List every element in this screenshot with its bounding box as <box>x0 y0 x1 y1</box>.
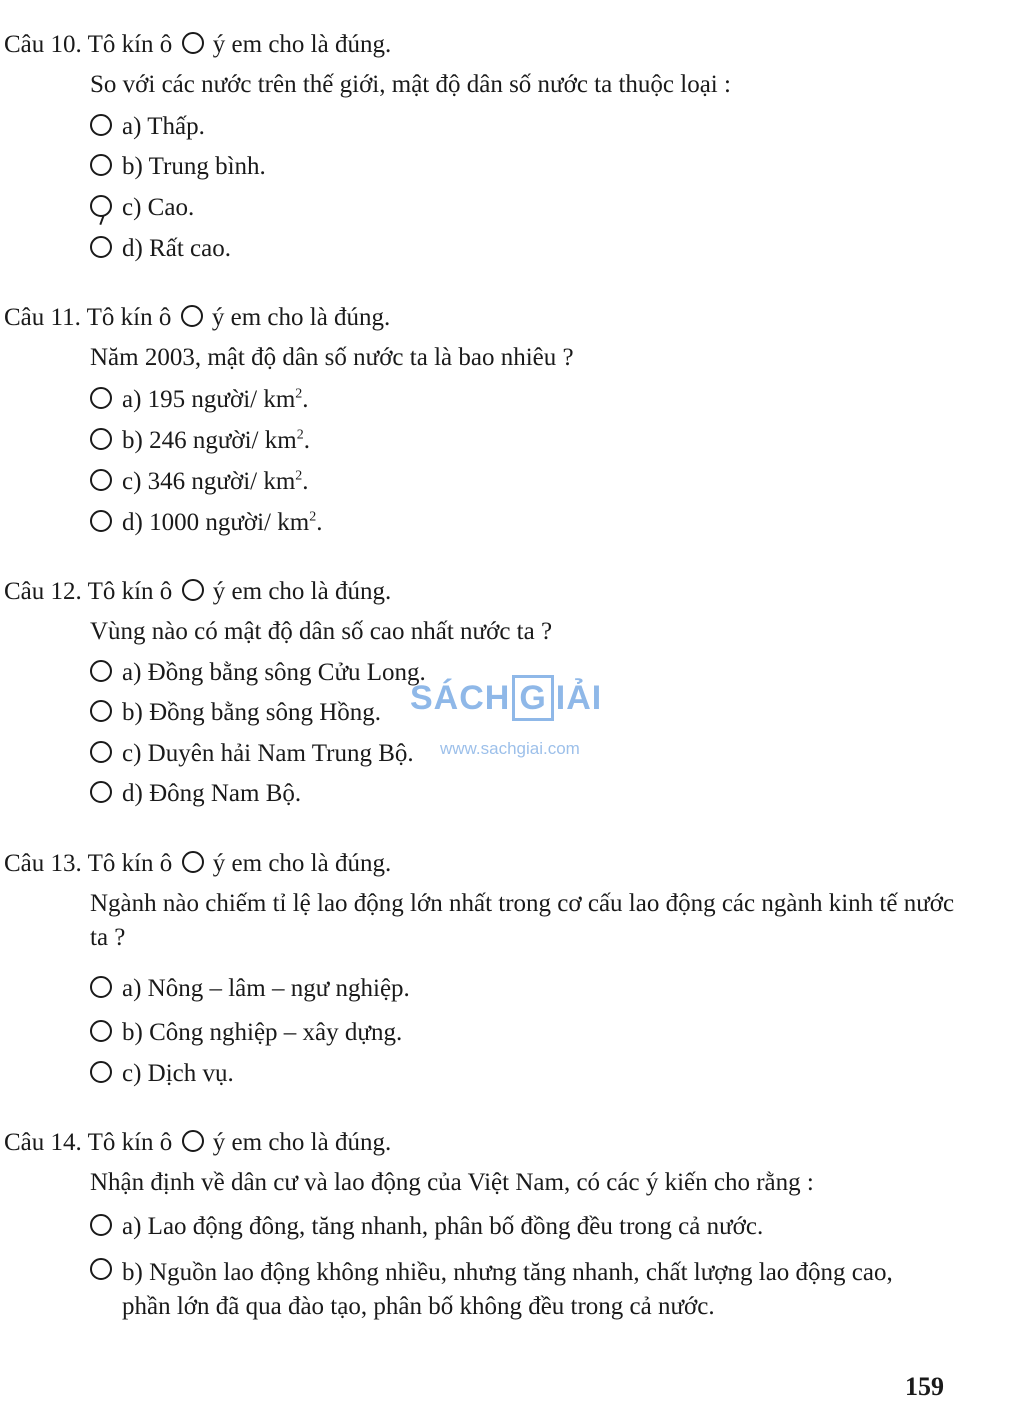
radio-circle-icon[interactable] <box>90 154 112 176</box>
question-heading <box>4 1128 391 1158</box>
question-prompt: Ngành nào chiếm tỉ lệ lao động lớn nhất trong cơ cấu lao động các ngành kinh tế nước ta ? <box>90 890 955 951</box>
radio-circle-icon[interactable] <box>90 387 112 409</box>
answer-option-b[interactable] <box>90 426 310 456</box>
radio-circle-icon[interactable] <box>90 781 112 803</box>
answer-option-end: . <box>303 427 310 454</box>
answer-option-c[interactable] <box>90 1059 234 1089</box>
superscript: 2 <box>309 509 317 525</box>
answer-option-c[interactable] <box>90 193 194 223</box>
answer-option-b[interactable] <box>90 698 381 728</box>
answer-option-d[interactable] <box>90 779 301 809</box>
answer-option-a[interactable] <box>90 385 309 415</box>
question-heading-text: Câu 12. Tô kín ô <box>4 578 173 605</box>
circle-icon <box>182 32 204 54</box>
question-heading <box>4 303 390 333</box>
radio-circle-icon[interactable] <box>90 114 112 136</box>
radio-circle-icon[interactable] <box>90 428 112 450</box>
radio-circle-icon[interactable] <box>90 1214 112 1236</box>
question-heading <box>4 849 391 879</box>
question-heading <box>4 30 391 60</box>
superscript: 2 <box>295 386 303 402</box>
answer-option-label: a) Nông – lâm – ngư nghiệp. <box>122 975 410 1002</box>
answer-option-c[interactable] <box>90 467 309 497</box>
question-heading <box>4 577 391 607</box>
radio-circle-icon[interactable] <box>90 236 112 258</box>
answer-option-a[interactable] <box>90 112 205 142</box>
answer-option-a[interactable] <box>90 974 410 1004</box>
answer-option-label: a) Đồng bằng sông Cửu Long. <box>122 659 426 686</box>
answer-option-label: a) Thấp. <box>122 113 205 140</box>
answer-option-end: . <box>302 468 309 495</box>
answer-option-d[interactable] <box>90 234 231 264</box>
question-heading-instruction: ý em cho là đúng. <box>212 31 392 58</box>
answer-option-label: b) Nguồn lao động không nhiều, nhưng tăng nhanh, chất lượng lao động cao, phần lớn đã qua đào tạo, phân bố không đều trong cả nước. <box>122 1259 893 1320</box>
question-prompt: So với các nước trên thế giới, mật độ dân số nước ta thuộc loại : <box>90 71 731 98</box>
radio-circle-icon[interactable] <box>90 700 112 722</box>
watermark-url: www.sachgiai.com <box>440 739 580 758</box>
page-number: 159 <box>905 1372 944 1401</box>
question-heading-instruction: ý em cho là đúng. <box>212 1129 392 1156</box>
answer-option-label: a) 195 người/ km <box>122 386 296 413</box>
answer-option-label: b) Trung bình. <box>122 153 266 180</box>
answer-option-end: . <box>316 509 323 536</box>
answer-option-end: . <box>302 386 309 413</box>
radio-circle-icon[interactable] <box>90 976 112 998</box>
circle-icon <box>182 579 204 601</box>
question-heading-text: Câu 14. Tô kín ô <box>4 1129 173 1156</box>
answer-option-label: d) Đông Nam Bộ. <box>122 780 302 807</box>
answer-option-a[interactable] <box>90 1212 763 1242</box>
radio-circle-icon[interactable] <box>90 469 112 491</box>
radio-circle-icon[interactable] <box>90 660 112 682</box>
answer-option-d[interactable] <box>90 508 322 538</box>
answer-option-label: c) Duyên hải Nam Trung Bộ. <box>122 740 414 767</box>
radio-circle-icon[interactable] <box>90 1258 112 1280</box>
answer-option-a[interactable] <box>90 658 426 688</box>
question-prompt: Nhận định về dân cư và lao động của Việt Nam, có các ý kiến cho rằng : <box>90 1169 814 1196</box>
question-heading-instruction: ý em cho là đúng. <box>212 850 392 877</box>
answer-option-label: a) Lao động đông, tăng nhanh, phân bố đồng đều trong cả nước. <box>122 1213 764 1240</box>
watermark-logo-text-end: IẢI <box>555 679 603 717</box>
watermark-logo-text: SÁCH <box>410 679 511 717</box>
question-heading-text: Câu 13. Tô kín ô <box>4 850 173 877</box>
answer-option-label: c) Cao. <box>122 194 195 221</box>
answer-option-label: c) 346 người/ km <box>122 468 296 495</box>
marked-radio-circle-icon[interactable] <box>90 195 112 217</box>
radio-circle-icon[interactable] <box>90 1020 112 1042</box>
watermark <box>410 665 620 765</box>
question-prompt: Vùng nào có mật độ dân số cao nhất nước ta ? <box>90 618 553 645</box>
superscript: 2 <box>296 427 304 443</box>
answer-option-b[interactable] <box>90 1256 950 1324</box>
radio-circle-icon[interactable] <box>90 741 112 763</box>
superscript: 2 <box>295 468 303 484</box>
answer-option-b[interactable] <box>90 152 266 182</box>
watermark-logo <box>410 675 602 721</box>
question-heading-text: Câu 10. Tô kín ô <box>4 31 173 58</box>
watermark-logo-box: G <box>512 675 553 721</box>
answer-option-label: d) Rất cao. <box>122 235 231 262</box>
answer-option-c[interactable] <box>90 739 414 769</box>
question-heading-instruction: ý em cho là đúng. <box>212 578 392 605</box>
circle-icon <box>182 851 204 873</box>
question-prompt: Năm 2003, mật độ dân số nước ta là bao nhiêu ? <box>90 344 574 371</box>
question-heading-text: Câu 11. Tô kín ô <box>4 304 172 331</box>
circle-icon <box>181 305 203 327</box>
radio-circle-icon[interactable] <box>90 1061 112 1083</box>
answer-option-label: b) Công nghiệp – xây dựng. <box>122 1019 403 1046</box>
radio-circle-icon[interactable] <box>90 510 112 532</box>
answer-option-b[interactable] <box>90 1018 402 1048</box>
answer-option-label: d) 1000 người/ km <box>122 509 310 536</box>
answer-option-label: c) Dịch vụ. <box>122 1060 234 1087</box>
circle-icon <box>182 1130 204 1152</box>
answer-option-label: b) 246 người/ km <box>122 427 297 454</box>
answer-option-label: b) Đồng bằng sông Hồng. <box>122 699 382 726</box>
question-heading-instruction: ý em cho là đúng. <box>211 304 391 331</box>
